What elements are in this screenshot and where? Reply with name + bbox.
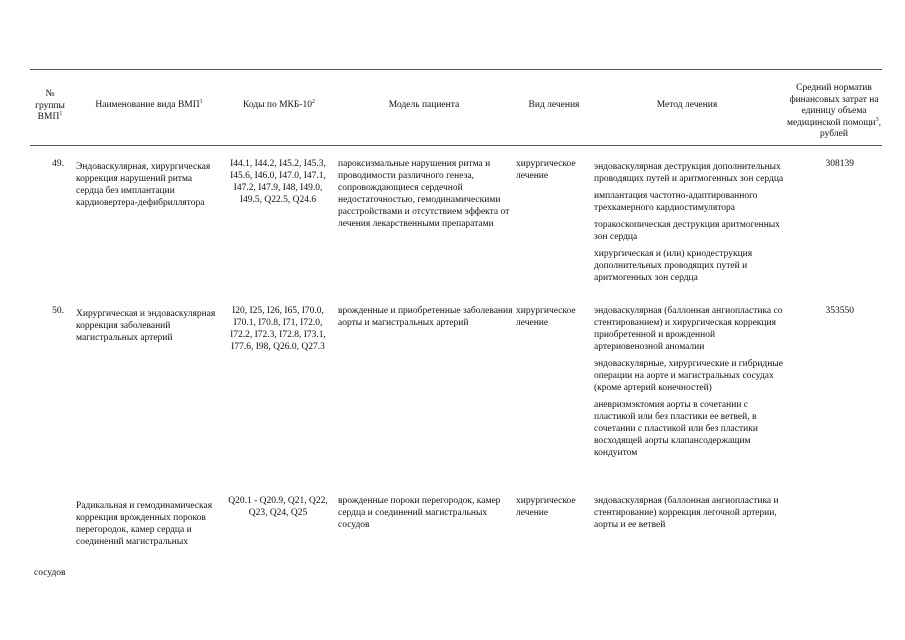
- row-3-methods: [594, 495, 786, 536]
- row-49-vmp-name: Эндоваскулярная, хирургическая коррекция нарушений ритма сердца без имплантации кардиовертера-дефибриллятора: [76, 162, 211, 208]
- row-50-treatment-type: хирургическое лечение: [516, 306, 576, 328]
- header-patient-model: [335, 100, 513, 112]
- method-item: эндоваскулярная деструкция дополнительных проводящих путей и аритмогенных зон сердца: [594, 162, 784, 184]
- header-group-number-text: № группы ВМП: [35, 89, 65, 122]
- row-3-icd-codes: Q20.1 - Q20.9, Q21, Q22, Q23, Q24, Q25: [228, 496, 328, 518]
- row-3-patient-model: врожденные пороки перегородок, камер сердца и соединений магистральных сосудов: [338, 496, 501, 530]
- row-50-number: 50.: [52, 306, 64, 316]
- method-item: имплантация частотно-адаптированного трехкамерного кардиостимулятора: [594, 191, 758, 213]
- method-item: хирургическая и (или) криодеструкция дополнительных проводящих путей и аритмогенных зон сердца: [594, 249, 753, 283]
- table-header-rule: [30, 145, 882, 146]
- header-patient-model-text: Модель пациента: [388, 100, 460, 110]
- header-icd-codes-sup: 2: [312, 98, 316, 105]
- table-top-rule: [30, 69, 882, 70]
- header-treatment-type: [516, 100, 592, 112]
- header-cost-sup: 3: [875, 116, 879, 123]
- method-item: аневризмэктомия аорты в сочетании с пластикой или без пластики ее ветвей, в сочетании с пластикой или без пластики восходящей аорты клапансодержащим кондуитом: [594, 400, 758, 458]
- row-3-treatment-type: хирургическое лечение: [516, 496, 576, 518]
- row-50-vmp-name: Хирургическая и эндоваскулярная коррекция заболеваний магистральных артерий: [76, 309, 216, 343]
- row-49-cost: 308139: [825, 159, 854, 169]
- header-group-number: [30, 89, 70, 124]
- header-vmp-name-sup: 1: [199, 98, 203, 105]
- row-50-icd-codes: I20, I25, I26, I65, I70.0, I70.1, I70.8, I71, I72.0, I72.2, I72.3, I72.8, I73.1, I77.6, I98, Q26.0, Q27.3: [230, 306, 326, 352]
- header-treatment-method: [592, 100, 782, 112]
- method-item: торакоскопическая деструкция аритмогенных зон сердца: [594, 220, 780, 242]
- row-3-vmp-name-tail: сосудов: [34, 568, 66, 578]
- row-49-number: 49.: [52, 159, 64, 169]
- header-treatment-method-text: Метод лечения: [656, 100, 718, 110]
- header-vmp-name-text: Наименование вида ВМП: [95, 100, 200, 110]
- row-3-vmp-name: Радикальная и гемодинамическая коррекция врожденных пороков перегородок, камер сердца и соединений магистральных: [76, 501, 213, 547]
- header-cost-text: Средний норматив финансовых затрат на единицу объема медицинской помощи: [786, 83, 879, 128]
- row-49-methods: [594, 161, 786, 289]
- header-cost-tail: , рублей: [820, 117, 882, 139]
- method-item: эндоваскулярная (баллонная ангиопластика со стентированием) и хирургическая коррекция приобретенной и врожденной артериовенозной аномалии: [594, 306, 783, 352]
- method-item: эндоваскулярная (баллонная ангиопластика и стентирование) коррекция легочной артерии, аорты и ее ветвей: [594, 496, 779, 530]
- method-item: эндоваскулярные, хирургические и гибридные операции на аорте и магистральных сосудах (кроме артерий конечностей): [594, 359, 783, 393]
- row-50-patient-model: врожденные и приобретенные заболевания аорты и магистральных артерий: [338, 306, 513, 328]
- row-50-cost: 353550: [825, 306, 854, 316]
- header-group-number-sup: 1: [59, 110, 63, 117]
- header-treatment-type-text: Вид лечения: [528, 100, 580, 110]
- row-49-patient-model: пароксизмальные нарушения ритма и проводимости различного генеза, сопровождающиеся сердечной недостаточностью, гемодинамическими расстройствами и отсутствием эффекта от лечения лекарственными препаратами: [338, 159, 510, 229]
- header-cost: [785, 83, 883, 141]
- row-49-treatment-type: хирургическое лечение: [516, 159, 576, 181]
- header-vmp-name: [74, 100, 224, 112]
- header-icd-codes: [224, 100, 334, 112]
- header-icd-codes-text: Коды по МКБ-10: [242, 100, 313, 110]
- row-49-icd-codes: I44.1, I44.2, I45.2, I45.3, I45.6, I46.0, I47.0, I47.1, I47.2, I47.9, I48, I49.0, I49.5, Q22.5, Q24.6: [230, 159, 326, 205]
- row-50-methods: [594, 305, 786, 464]
